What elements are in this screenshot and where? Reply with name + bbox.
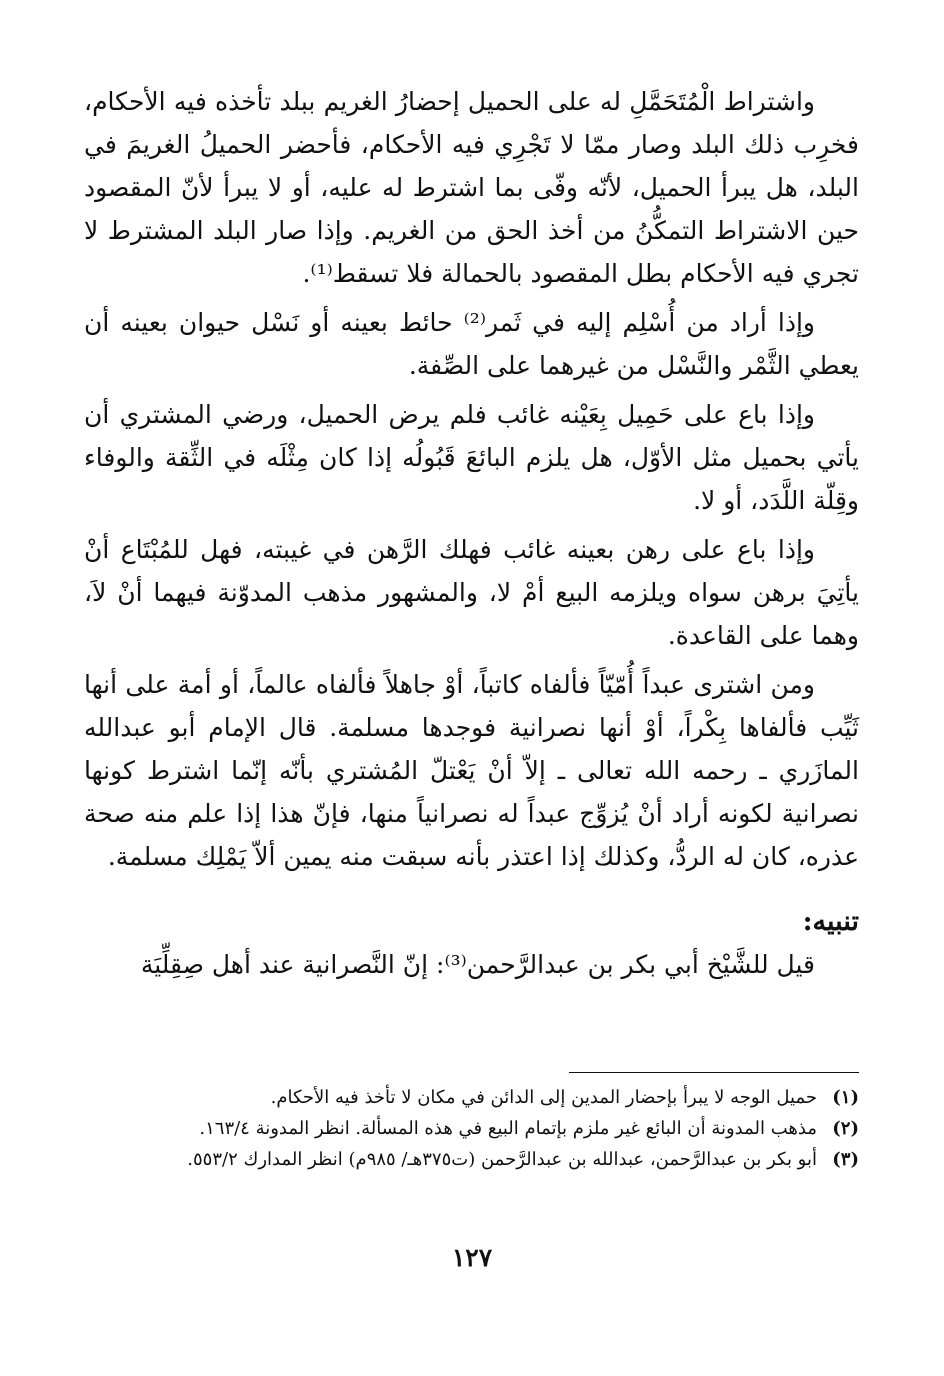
section-heading: تنبيه:	[802, 906, 859, 937]
footnote-1	[84, 1082, 859, 1113]
page-number: ١٢٧	[451, 1243, 493, 1272]
footnote-text: حميل الوجه لا يبرأ بإحضار المدين إلى الدائن في مكان لا تأخذ فيه الأحكام.	[270, 1087, 817, 1108]
main-text	[84, 80, 859, 992]
paragraph-3: وإذا باع على حَمِيل بِعَيْنه غائب فلم يرض الحميل، ورضي المشتري أن يأتي بحميل مثل الأوّل، هل يلزم البائعَ قَبُولُه إذا كان مِثْلَه في الثِّقة والوفاء وقِلّة اللَّدَد، أو لا.	[84, 400, 859, 515]
footnote-divider	[569, 1072, 859, 1073]
footnote-2	[84, 1113, 859, 1144]
paragraph-6: قيل للشَّيْخ أبي بكر بن عبدالرَّحمن⁽³⁾: إنّ النَّصرانية عند أهل صِقِلِّيَة	[140, 950, 815, 979]
footnote-number: (٢)	[832, 1118, 859, 1139]
footnote-3	[84, 1144, 859, 1175]
paragraph-2: وإذا أراد من أُسْلِم إليه في ثَمر⁽²⁾ حائط بعينه أو نَسْل حيوان بعينه أن يعطي الثَّمْر والنَّسْل من غيرهما على الصِّفة.	[84, 308, 859, 380]
paragraph-1: واشتراط الْمُتَحَمَّلِ له على الحميل إحضارُ الغريم ببلد تأخذه فيه الأحكام، فخرِب ذلك البلد وصار ممّا لا تَجْرِي فيه الأحكام، فأحضر الحميلُ الغريمَ في البلد، هل يبرأ الحميل، لأنّه وفّى بما اشترط له عليه، أو لا يبرأ لأنّ المقصود حين الاشتراط التمكُّنُ من أخذ الحق من الغريم. وإذا صار البلد المشترط لا تجري فيه الأحكام بطل المقصود بالحمالة فلا تسقط⁽¹⁾.	[84, 87, 859, 288]
footnote-number: (١)	[832, 1087, 859, 1108]
paragraph-4: وإذا باع على رهن بعينه غائب فهلك الرَّهن في غيبته، فهل للمُبْتَاع أنْ يأتِيَ برهن سواه ويلزمه البيع أمْ لا، والمشهور مذهب المدوّنة فيهما أنْ لاَ، وهما على القاعدة.	[84, 535, 859, 650]
footnote-text: أبو بكر بن عبدالرَّحمن، عبدالله بن عبدالرَّحمن (ت٣٧٥هـ/ ٩٨٥م) انظر المدارك ٥٥٣/٢.	[187, 1149, 817, 1170]
footnote-text: مذهب المدونة أن البائع غير ملزم بإتمام البيع في هذه المسألة. انظر المدونة ١٦٣/٤.	[199, 1118, 817, 1139]
footnote-number: (٣)	[832, 1149, 859, 1170]
paragraph-5: ومن اشترى عبداً أُمّيّاً فألفاه كاتباً، أوْ جاهلاً فألفاه عالماً، أو أمة على أنها ثَيِّب فألفاها بِكْراً، أوْ أنها نصرانية فوجدها مسلمة. قال الإمام أبو عبدالله المازَري ـ رحمه الله تعالى ـ إلاّ أنْ يَعْتلّ المُشتري بأنّه إنّما اشترط كونها نصرانية لكونه أراد أنْ يُزوِّج عبداً له نصرانياً منها، فإنّ هذا إذا علم منه صحة عذره، كان له الردُّ، وكذلك إذا اعتذر بأنه سبقت منه يمين ألاّ يَمْلِك مسلمة.	[84, 670, 859, 871]
footnotes	[84, 1082, 859, 1175]
